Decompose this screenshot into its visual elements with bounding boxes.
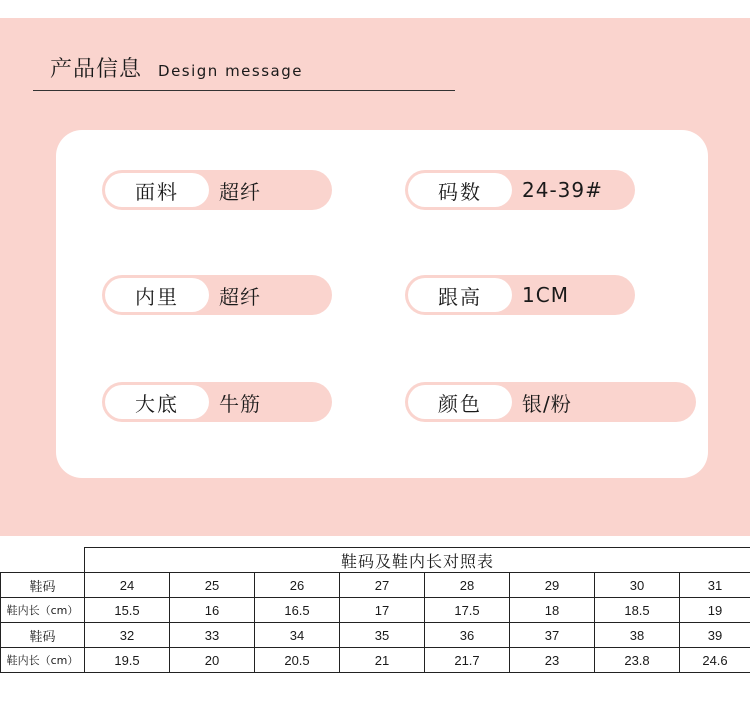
table-corner — [1, 548, 85, 573]
row-label: 鞋码 — [1, 623, 85, 648]
table-cell: 36 — [425, 623, 510, 648]
table-row — [1, 598, 750, 623]
table-cell: 35 — [340, 623, 425, 648]
spec-key: 内里 — [105, 278, 209, 312]
table-cell: 15.5 — [85, 598, 170, 623]
table-cell: 33 — [170, 623, 255, 648]
table-cell: 24 — [85, 573, 170, 598]
row-label: 鞋码 — [1, 573, 85, 598]
table-cell: 38 — [595, 623, 680, 648]
table-cell: 16.5 — [255, 598, 340, 623]
spec-item-sole — [102, 382, 332, 422]
table-cell: 24.6 — [680, 648, 750, 673]
table-cell: 28 — [425, 573, 510, 598]
table-cell: 18.5 — [595, 598, 680, 623]
table-cell: 32 — [85, 623, 170, 648]
table-title-row — [1, 548, 750, 573]
table-cell: 17 — [340, 598, 425, 623]
table-cell: 16 — [170, 598, 255, 623]
table-cell: 29 — [510, 573, 595, 598]
table-cell: 20.5 — [255, 648, 340, 673]
spec-value: 牛筋 — [219, 391, 261, 416]
header-divider — [33, 90, 455, 91]
spec-item-heel — [405, 275, 635, 315]
table-cell: 25 — [170, 573, 255, 598]
spec-value: 24-39# — [522, 178, 603, 202]
table-cell: 26 — [255, 573, 340, 598]
spec-key: 码数 — [408, 173, 512, 207]
spec-value: 超纤 — [219, 179, 261, 204]
spec-value: 银/粉 — [522, 391, 572, 416]
table-cell: 17.5 — [425, 598, 510, 623]
table-cell: 23.8 — [595, 648, 680, 673]
spec-key: 面料 — [105, 173, 209, 207]
table-row — [1, 623, 750, 648]
spec-key: 跟高 — [408, 278, 512, 312]
spec-value: 超纤 — [219, 284, 261, 309]
table-cell: 19 — [680, 598, 750, 623]
section-title-cn: 产品信息 — [50, 57, 143, 82]
size-chart-table — [0, 547, 750, 673]
spec-item-lining — [102, 275, 332, 315]
table-cell: 18 — [510, 598, 595, 623]
spec-item-size — [405, 170, 635, 210]
table-cell: 37 — [510, 623, 595, 648]
table-cell: 31 — [680, 573, 750, 598]
table-cell: 39 — [680, 623, 750, 648]
section-title-en: Design message — [158, 62, 303, 80]
row-label: 鞋内长（cm） — [1, 648, 85, 673]
table-cell: 19.5 — [85, 648, 170, 673]
table-title: 鞋码及鞋内长对照表 — [85, 548, 750, 573]
spec-key: 颜色 — [408, 385, 512, 419]
spec-item-material — [102, 170, 332, 210]
table-cell: 21 — [340, 648, 425, 673]
table-cell: 20 — [170, 648, 255, 673]
row-label: 鞋内长（cm） — [1, 598, 85, 623]
section-header — [50, 52, 303, 83]
table-cell: 34 — [255, 623, 340, 648]
table-cell: 27 — [340, 573, 425, 598]
table-cell: 23 — [510, 648, 595, 673]
table-row — [1, 573, 750, 598]
table-row — [1, 648, 750, 673]
table-cell: 21.7 — [425, 648, 510, 673]
spec-key: 大底 — [105, 385, 209, 419]
spec-item-color — [405, 382, 696, 422]
spec-value: 1CM — [522, 283, 569, 307]
table-cell: 30 — [595, 573, 680, 598]
